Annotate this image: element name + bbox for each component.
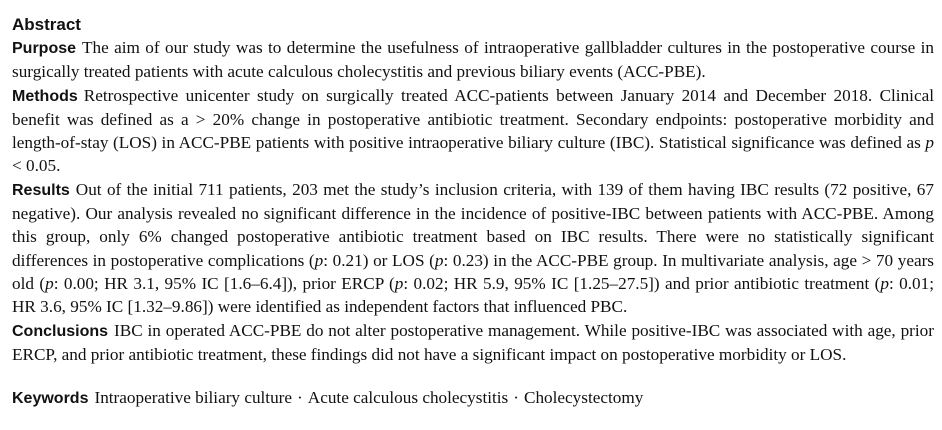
abstract-section xyxy=(12,14,934,410)
keyword-separator: · xyxy=(513,388,519,408)
methods-p-value: < 0.05. xyxy=(12,156,61,176)
results-label: Results xyxy=(12,181,70,199)
abstract-heading: Abstract xyxy=(12,15,81,34)
keywords-line xyxy=(12,386,934,410)
methods-p-symbol: p xyxy=(925,133,935,153)
methods-paragraph xyxy=(12,84,934,178)
conclusions-label: Conclusions xyxy=(12,322,109,340)
purpose-paragraph xyxy=(12,36,934,84)
results-p-3: p xyxy=(45,273,54,293)
keyword-item: Cholecystectomy xyxy=(523,388,644,408)
results-p-5: p xyxy=(880,273,889,293)
keyword-separator: · xyxy=(297,388,303,408)
results-text-4: : 0.00; HR 3.1, 95% IC [1.6–6.4]), prior ERCP ( xyxy=(53,273,395,293)
purpose-label: Purpose xyxy=(12,40,77,57)
results-text-5: : 0.02; HR 5.9, 95% IC [1.25–27.5]) and prior antibiotic treatment ( xyxy=(403,273,881,293)
results-p-1: p xyxy=(314,250,324,270)
results-p-4: p xyxy=(394,273,404,293)
results-text-1: Out of the initial 711 patients, 203 met the study’s inclusion criteria, with 139 of them having IBC results (72 positive, 67 negative). Our analysis revealed no significant difference in the incidence of positive-IBC between patients with ACC-PBE. Among this group, only 6% changed postoperative antibiotic treatment based on IBC results. There were no statistically significant differences in postoperative complications ( xyxy=(12,179,934,270)
conclusions-paragraph xyxy=(12,319,934,367)
methods-label: Methods xyxy=(12,87,78,105)
purpose-text: The aim of our study was to determine the usefulness of intraoperative gallbladder cultures in the postoperative course in surgically treated patients with acute calculous cholecystitis and previous biliary events (ACC-PBE). xyxy=(12,38,934,82)
results-paragraph xyxy=(12,178,934,319)
conclusions-text: IBC in operated ACC-PBE do not alter postoperative management. While positive-IBC was associated with age, prior ERCP, and prior antibiotic treatment, these findings did not have a significant impact on postoperative morbidity or LOS. xyxy=(12,320,934,364)
results-p-2: p xyxy=(434,250,444,270)
methods-text: Retrospective unicenter study on surgically treated ACC-patients between January 2014 and December 2018. Clinical benefit was defined as a > 20% change in postoperative antibiotic treatment. Secondary endpoints: postoperative morbidity and length-of-stay (LOS) in ACC-PBE patients with positive intraoperative biliary culture (IBC). Statistical significance was defined as xyxy=(12,85,934,153)
results-text-2: : 0.21) or LOS ( xyxy=(323,250,435,270)
results-text-6: : 0.01; HR 3.6, 95% IC [1.32–9.86]) were identified as independent factors that influenced PBC. xyxy=(12,273,934,317)
keyword-item: Acute calculous cholecystitis xyxy=(307,388,509,408)
keywords-label: Keywords xyxy=(12,390,89,408)
results-text-3: : 0.23) in the ACC-PBE group. In multivariate analysis, age > 70 years old ( xyxy=(12,250,934,293)
keyword-item: Intraoperative biliary culture xyxy=(94,388,293,408)
